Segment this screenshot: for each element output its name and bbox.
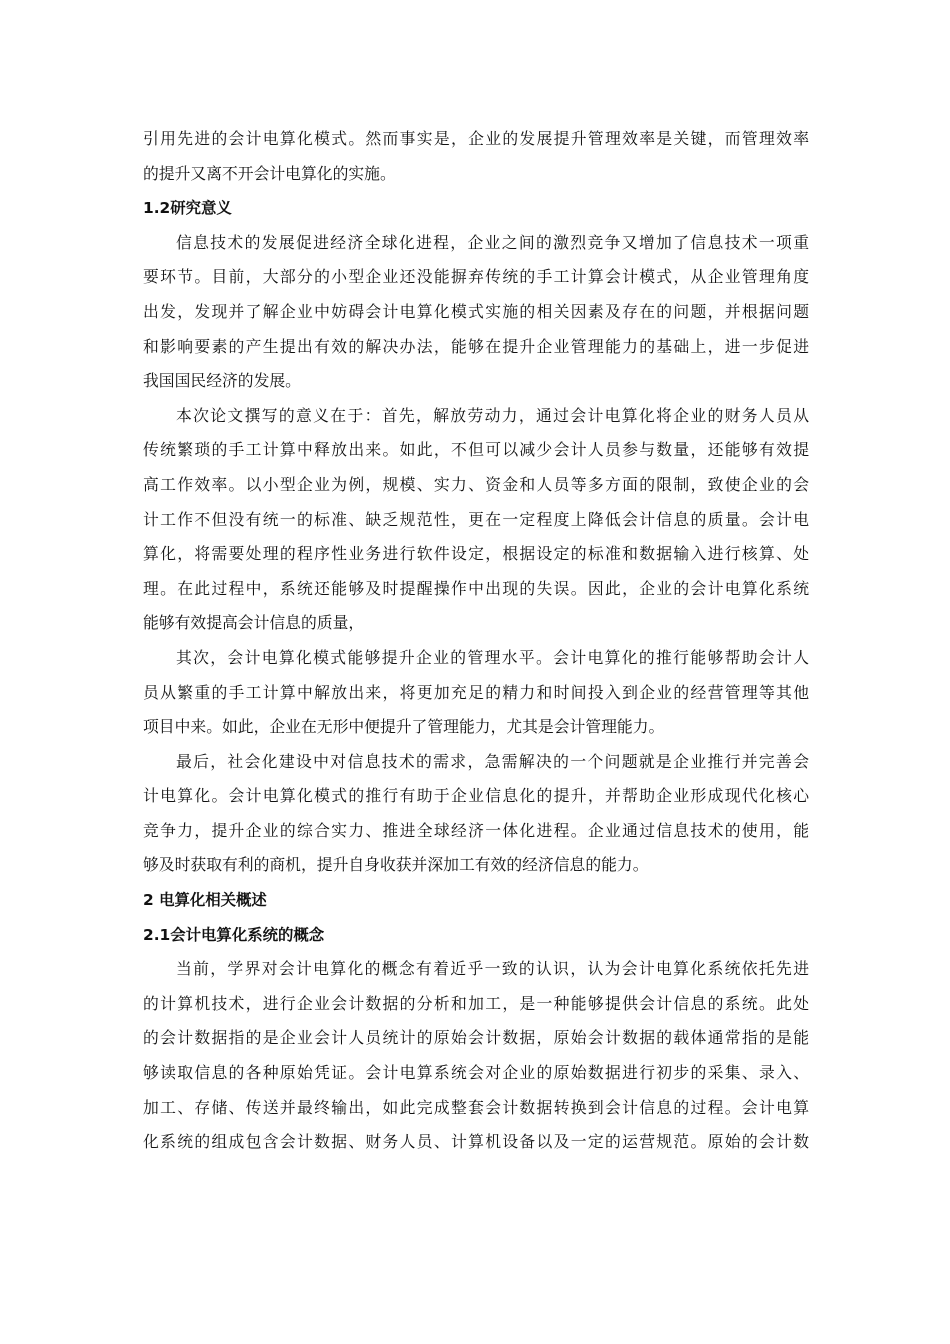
- paragraph-line: 当前，学界对会计电算化的概念有着近乎一致的认识，认为会计电算化系统依托先进: [176, 959, 809, 979]
- paragraph: [143, 641, 809, 745]
- paragraph-line: 的会计数据指的是企业会计人员统计的原始会计数据，原始会计数据的载体通常指的是能: [143, 1028, 809, 1048]
- paragraph-line: 员从繁重的手工计算中解放出来，将更加充足的精力和时间投入到企业的经营管理等其他: [143, 682, 809, 702]
- paragraph-line: 的计算机技术，进行企业会计数据的分析和加工，是一种能够提供会计信息的系统。此处: [143, 993, 809, 1013]
- paragraph-line: 传统繁琐的手工计算中释放出来。如此，不但可以减少会计人员参与数量，还能够有效提: [143, 440, 809, 460]
- paragraph-line: 高工作效率。以小型企业为例，规模、实力、资金和人员等多方面的限制，致使企业的会: [143, 474, 809, 494]
- paragraph-line: 化系统的组成包含会计数据、财务人员、计算机设备以及一定的运营规范。原始的会计数: [143, 1132, 809, 1152]
- paragraph-line: 够读取信息的各种原始凭证。会计电算系统会对企业的原始数据进行初步的采集、录入、: [143, 1063, 809, 1083]
- paragraph-line: 本次论文撰写的意义在于：首先，解放劳动力，通过会计电算化将企业的财务人员从: [176, 405, 809, 425]
- paragraph: [143, 745, 809, 883]
- paragraph: [143, 226, 809, 399]
- paragraph-line: 算化，将需要处理的程序性业务进行软件设定，根据设定的标准和数据输入进行核算、处: [143, 544, 809, 564]
- paragraph-line: 能够有效提高会计信息的质量，: [143, 613, 365, 633]
- paragraph-line: 我国国民经济的发展。: [143, 371, 301, 391]
- section-heading: 2.1会计电算化系统的概念: [143, 925, 325, 944]
- paragraph-line: 计工作不但没有统一的标准、缺乏规范性，更在一定程度上降低会计信息的质量。会计电: [143, 509, 809, 529]
- paragraph: [143, 122, 809, 191]
- paragraph-line: 最后，社会化建设中对信息技术的需求，急需解决的一个问题就是企业推行并完善会: [176, 751, 809, 771]
- paragraph: [143, 952, 809, 1160]
- paragraph-line: 竞争力，提升企业的综合实力、推进全球经济一体化进程。企业通过信息技术的使用，能: [143, 820, 809, 840]
- paragraph-line: 够及时获取有利的商机，提升自身收获并深加工有效的经济信息的能力。: [143, 855, 649, 875]
- paragraph-line: 要环节。目前，大部分的小型企业还没能摒弃传统的手工计算会计模式，从企业管理角度: [143, 267, 809, 287]
- paragraph-line: 加工、存储、传送并最终输出，如此完成整套会计数据转换到会计信息的过程。会计电算: [143, 1097, 809, 1117]
- document-body: [143, 122, 809, 1160]
- paragraph-line: 项目中来。如此，企业在无形中便提升了管理能力，尤其是会计管理能力。: [143, 717, 665, 737]
- paragraph-line: 的提升又离不开会计电算化的实施。: [143, 163, 396, 183]
- section-heading: 2 电算化相关概述: [143, 891, 267, 910]
- paragraph-line: 信息技术的发展促进经济全球化进程，企业之间的激烈竞争又增加了信息技术一项重: [176, 232, 809, 252]
- paragraph-line: 其次，会计电算化模式能够提升企业的管理水平。会计电算化的推行能够帮助会计人: [176, 647, 809, 667]
- paragraph: [143, 399, 809, 641]
- section-heading: 1.2研究意义: [143, 199, 232, 218]
- paragraph-line: 出发，发现并了解企业中妨碍会计电算化模式实施的相关因素及存在的问题，并根据问题: [143, 301, 809, 321]
- paragraph-line: 和影响要素的产生提出有效的解决办法，能够在提升企业管理能力的基础上，进一步促进: [143, 336, 809, 356]
- paragraph-line: 理。在此过程中，系统还能够及时提醒操作中出现的失误。因此，企业的会计电算化系统: [143, 578, 809, 598]
- paragraph-line: 计电算化。会计电算化模式的推行有助于企业信息化的提升，并帮助企业形成现代化核心: [143, 786, 809, 806]
- paragraph-line: 引用先进的会计电算化模式。然而事实是，企业的发展提升管理效率是关键，而管理效率: [143, 129, 809, 148]
